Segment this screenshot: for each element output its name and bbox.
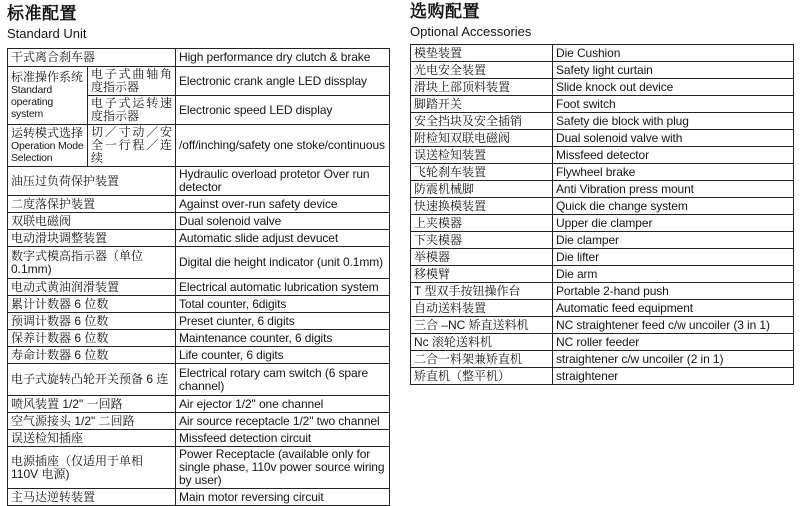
spec-cell-cn: 寿命计数器 6 位数 (8, 347, 176, 364)
spec-cell-en: Anti Vibration press mount (553, 181, 794, 198)
spec-cell-cn: 保养计数器 6 位数 (8, 330, 176, 347)
spec-cell-en: Digital die height indicator (unit 0.1mm) (176, 247, 390, 279)
spec-cell-en: NC straightener feed c/w uncoiler (3 in 1) (553, 317, 794, 334)
standard-unit-table (7, 48, 390, 506)
spec-cell-cn: 预调计数器 6 位数 (8, 313, 176, 330)
spec-cell-cn: 三合 –NC 矫直送料机 (411, 317, 553, 334)
spec-cell-cn: 脚踏开关 (411, 96, 553, 113)
spec-cell-en: Electronic crank angle LED dissplay (176, 67, 390, 96)
spec-cell-en: Maintenance counter, 6 digits (176, 330, 390, 347)
spec-cell-cn: 双联电磁阀 (8, 213, 176, 230)
spec-cell-en: Electrical rotary cam switch (6 spare channel) (176, 364, 390, 396)
spec-cell-en: NC roller feeder (553, 334, 794, 351)
spec-cell-en: Missfeed detection circuit (176, 430, 390, 447)
spec-cell-en: Electronic speed LED display (176, 96, 390, 125)
spec-cell-cn: 电子式旋转凸轮开关预备 6 连 (8, 364, 176, 396)
spec-cell-en: Safety light curtain (553, 62, 794, 79)
spec-cell-cn: 油压过负荷保护装置 (8, 167, 176, 196)
spec-cell-cn: 上夹模器 (411, 215, 553, 232)
spec-cell-en: Against over-run safety device (176, 196, 390, 213)
spec-cell-en: Foot switch (553, 96, 794, 113)
spec-cell-cn: 空气源接头 1/2" 二回路 (8, 413, 176, 430)
spec-cell-cn: 快速换模装置 (411, 198, 553, 215)
spec-cell-en: High performance dry clutch & brake (176, 49, 390, 67)
spec-cell-en: /off/inching/safety one stoke/continuous (176, 125, 390, 167)
spec-cell-en: Dual solenoid valve (176, 213, 390, 230)
spec-cell-cn: 电动式黄油润滑装置 (8, 279, 176, 296)
spec-cell-cn: 二合一料架兼矫直机 (411, 351, 553, 368)
spec-cell-en: Total counter, 6digits (176, 296, 390, 313)
spec-cell-en: straightener (553, 368, 794, 385)
spec-cell-en: Missfeed detector (553, 147, 794, 164)
spec-cell-en: Upper die clamper (553, 215, 794, 232)
spec-cell-cn: 滑块上部顶料装置 (411, 79, 553, 96)
spec-cell-en: Automatic slide adjust devucet (176, 230, 390, 247)
spec-cell-cn: 主马达逆转装置 (8, 489, 176, 506)
spec-cell-cn: 切／寸动／安全一行程／连续 (88, 125, 176, 167)
spec-cell-en: Dual solenoid valve with (553, 130, 794, 147)
spec-cell-cn: 移模臂 (411, 266, 553, 283)
spec-cell-en: Die clamper (553, 232, 794, 249)
spec-cell-en: straightener c/w uncoiler (2 in 1) (553, 351, 794, 368)
spec-group-cn: 运转模式选择 (11, 126, 84, 140)
spec-group-cn: 标准操作系统 (11, 70, 84, 84)
spec-cell-cn: 喷风装置 1/2" 一回路 (8, 396, 176, 413)
spec-group-en: Standard operating system (11, 84, 53, 120)
spec-cell-cn: 误送检知装置 (411, 147, 553, 164)
spec-cell-cn: 安全挡块及安全插销 (411, 113, 553, 130)
spec-cell-en: Electrical automatic lubrication system (176, 279, 390, 296)
optional-accessories-title-en: Optional Accessories (410, 24, 532, 39)
optional-accessories-header (410, 2, 531, 39)
spec-cell-en: Die arm (553, 266, 794, 283)
spec-cell-en: Die lifter (553, 249, 794, 266)
spec-cell-cn: 数字式模高指示器（单位 0.1mm) (8, 247, 176, 279)
spec-cell-cn: 电源插座（仅适用于单相 110V 电源) (8, 447, 176, 489)
spec-cell-cn: 附检知双联电磁阀 (411, 130, 553, 147)
spec-cell-en: Automatic feed equipment (553, 300, 794, 317)
standard-unit-header (7, 4, 87, 41)
spec-cell-en: Flywheel brake (553, 164, 794, 181)
spec-cell-en: Main motor reversing circuit (176, 489, 390, 506)
spec-cell-en: Preset ciunter, 6 digits (176, 313, 390, 330)
spec-cell-en: Air source receptacle 1/2" two channel (176, 413, 390, 430)
spec-cell-cn: 举模器 (411, 249, 553, 266)
spec-cell-cn: 下夹模器 (411, 232, 553, 249)
spec-cell-cn: 累计计数器 6 位数 (8, 296, 176, 313)
spec-group-en: Operation Mode Selection (11, 140, 84, 164)
spec-cell-en: Hydraulic overload protetor Over run detector (176, 167, 390, 196)
spec-cell-cn: 误送检知插座 (8, 430, 176, 447)
optional-accessories-title-cn: 选购配置 (410, 2, 480, 21)
spec-cell-cn: Nc 滚轮送料机 (411, 334, 553, 351)
spec-cell-cn: 电动滑块调整装置 (8, 230, 176, 247)
spec-cell-cn: 模垫装置 (411, 45, 553, 62)
spec-cell-cn: T 型双手按钮操作台 (411, 283, 553, 300)
spec-cell-cn: 电子式曲轴角度指示器 (88, 67, 176, 96)
spec-cell-en: Air ejector 1/2" one channel (176, 396, 390, 413)
spec-cell-en: Die Cushion (553, 45, 794, 62)
spec-cell-cn: 电子式运转速度指示器 (88, 96, 176, 125)
spec-group-cell (8, 125, 88, 167)
optional-accessories-table (410, 44, 794, 385)
spec-cell-cn: 防震机械脚 (411, 181, 553, 198)
spec-cell-en: Safety die block with plug (553, 113, 794, 130)
spec-group-cell (8, 67, 88, 125)
spec-cell-en: Life counter, 6 digits (176, 347, 390, 364)
standard-unit-title-cn: 标准配置 (7, 4, 77, 23)
spec-cell-en: Quick die change system (553, 198, 794, 215)
spec-cell-en: Power Receptacle (available only for single phase, 110v power source wiring by user) (176, 447, 390, 489)
spec-cell-cn: 飞轮刹车装置 (411, 164, 553, 181)
spec-cell-cn: 矫直机（整平机） (411, 368, 553, 385)
spec-cell-cn: 二度落保护装置 (8, 196, 176, 213)
spec-cell-en: Slide knock out device (553, 79, 794, 96)
spec-cell-cn: 干式离合刹车器 (8, 49, 176, 67)
spec-cell-cn: 光电安全装置 (411, 62, 553, 79)
spec-cell-cn: 自动送料装置 (411, 300, 553, 317)
spec-cell-en: Portable 2-hand push (553, 283, 794, 300)
standard-unit-title-en: Standard Unit (7, 26, 87, 41)
